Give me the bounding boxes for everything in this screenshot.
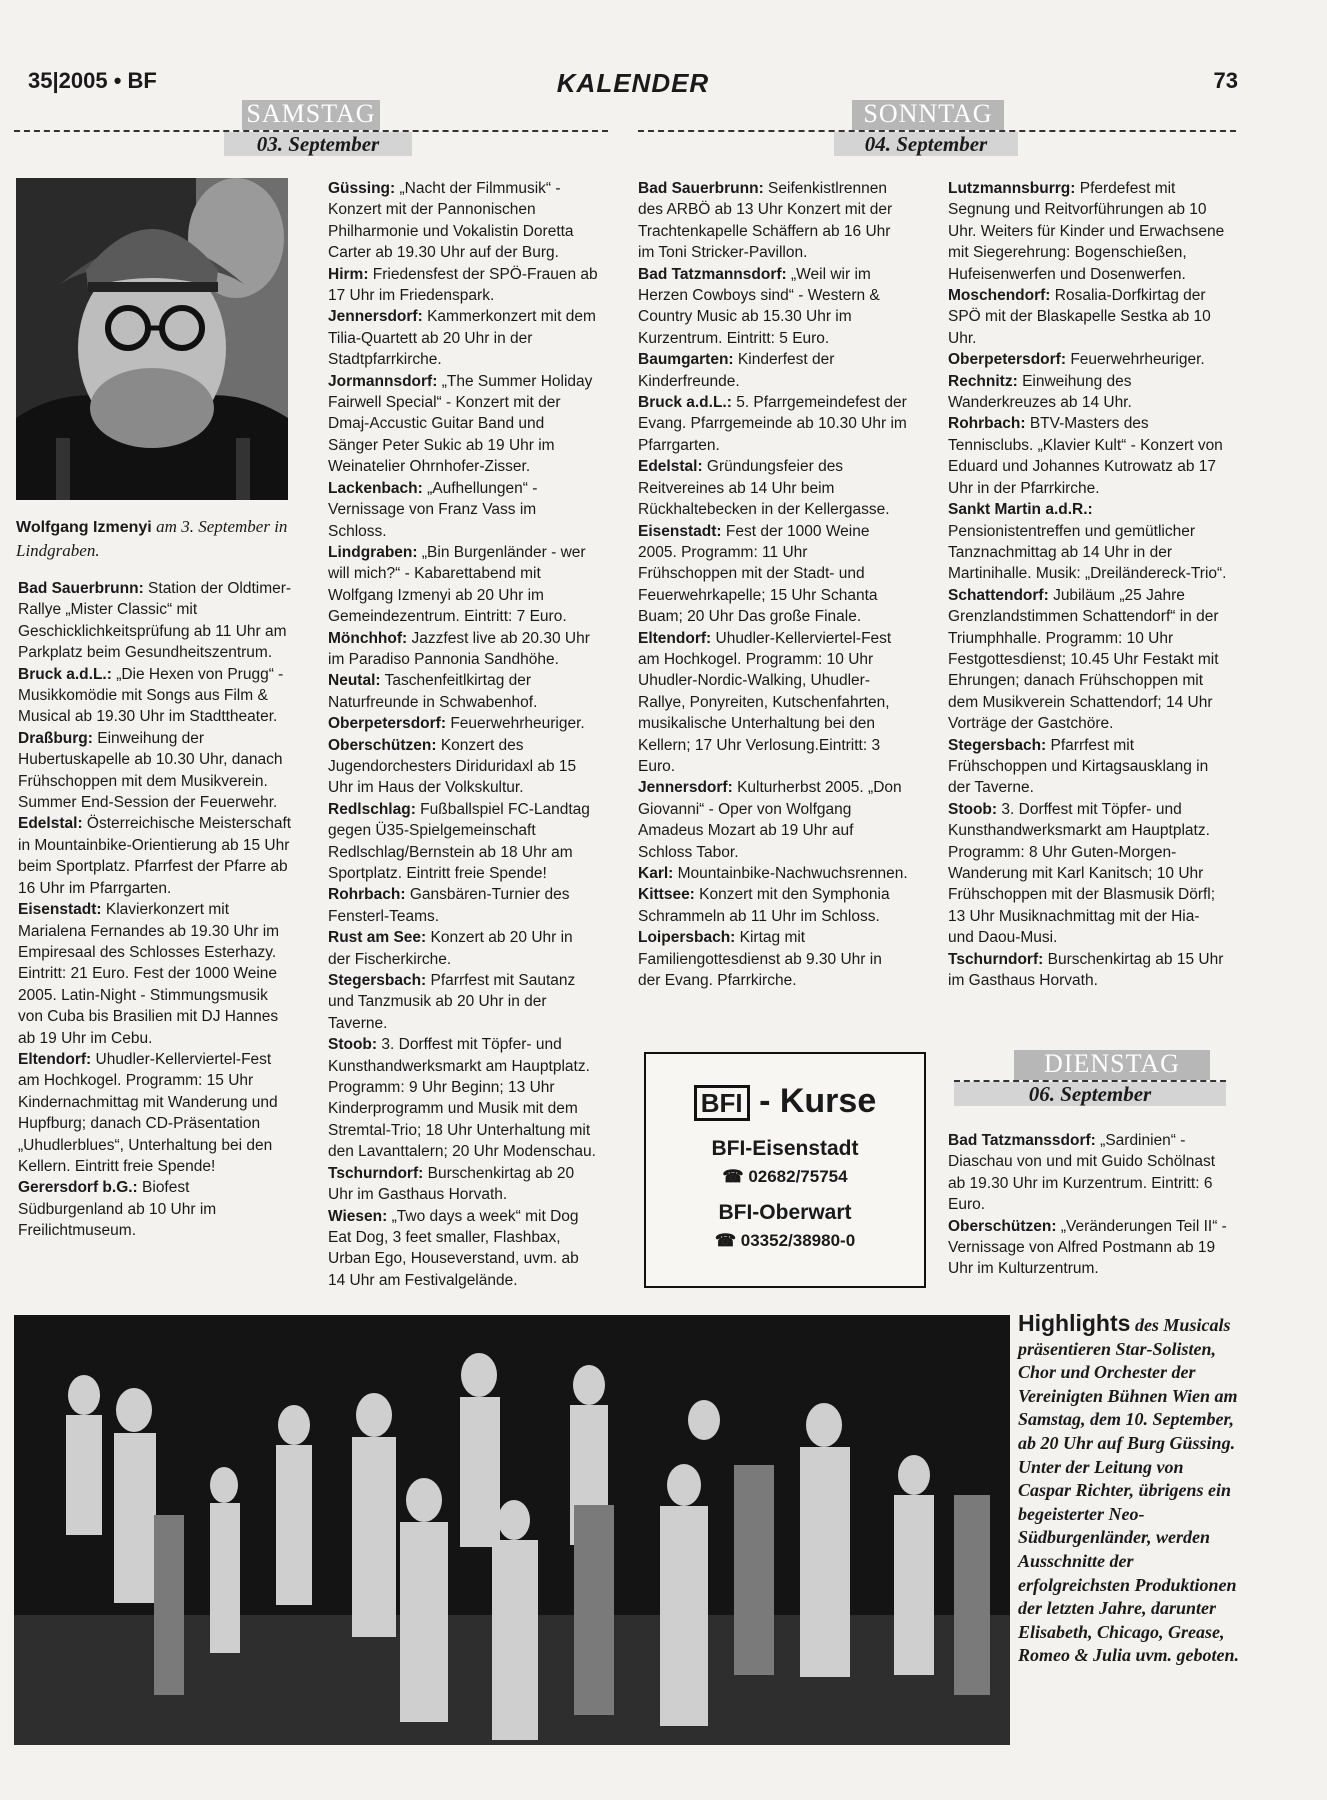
- event-text: 3. Dorffest mit Töpfer- und Kunsthandwerksmarkt am Hauptplatz. Programm: 8 Uhr Guten-Morgen-Wanderung mit Karl Kanitsch; 10 Uhr Frühschoppen mit der Blasmusik Dörfl; 13 Uhr Musiknachmittag mit der Hia- und Daou-Musi.: [948, 800, 1216, 947]
- event-place: Edelstal:: [638, 458, 703, 476]
- event-entry: [948, 585, 1228, 735]
- event-place: Lackenbach:: [328, 479, 423, 497]
- event-text: „Aufhellungen“ - Vernissage von Franz Vass im Schloss.: [328, 479, 538, 540]
- event-place: Bad Sauerbrunn:: [638, 180, 764, 197]
- event-entry: [638, 863, 908, 884]
- highlight-heading: Highlights: [1018, 1310, 1131, 1336]
- event-entry: [638, 521, 908, 628]
- event-place: Stegersbach:: [948, 736, 1047, 754]
- event-entry: [638, 927, 908, 991]
- bfi-logo: BFI: [694, 1085, 750, 1121]
- event-text: Konzert ab 20 Uhr in der Fischerkirche.: [328, 929, 573, 968]
- event-place: Jennersdorf:: [638, 779, 733, 797]
- event-text: „Veränderungen Teil II“ - Vernissage von Alfred Postmann ab 19 Uhr im Kulturzentrum.: [948, 1217, 1227, 1278]
- tuesday-header: [954, 1050, 1226, 1108]
- day-name: SAMSTAG: [246, 99, 376, 128]
- brand: BF: [127, 68, 157, 93]
- event-text: Kulturherbst 2005. „Don Giovanni“ - Oper von Wolfgang Amadeus Mozart ab 19 Uhr auf Schloss Tabor.: [638, 779, 902, 861]
- event-text: Einweihung des Wanderkreuzes ab 14 Uhr.: [948, 372, 1132, 412]
- ad-phone-2: ☎ 03352/38980-0: [714, 1231, 856, 1251]
- event-text: Pferdefest mit Segnung und Reitvorführungen ab 10 Uhr. Weiters für Kinder und Erwachsene mit Siegerehrung: Bogenschießen, Hufeisenwerfen und Dosenwerfen.: [948, 180, 1225, 283]
- event-text: BTV-Masters des Tennisclubs. „Klavier Kult“ - Konzert von Eduard und Johannes Kutrowatz ab 17 Uhr in der Pfarrkirche.: [948, 415, 1223, 497]
- event-place: Draßburg:: [18, 729, 93, 747]
- event-place: Bad Sauerbrunn:: [18, 580, 144, 597]
- event-place: Stoob:: [328, 1036, 378, 1054]
- event-text: „Die Hexen von Prugg“ - Musikkomödie mit Songs aus Film & Musical ab 19.30 Uhr im Stadttheater.: [18, 665, 284, 726]
- event-place: Baumgarten:: [638, 351, 734, 369]
- event-entry: [328, 628, 598, 671]
- event-entry: [328, 178, 598, 264]
- event-text: 3. Dorffest mit Töpfer- und Kunsthandwerksmarkt am Hauptplatz. Programm: 9 Uhr Beginn; 13 Uhr Kinderprogramm und Musik mit dem Stremtal-Trio; 18 Uhr Unterhaltung mit den Lavanttalern; 20 Uhr Modenschau.: [328, 1036, 596, 1161]
- day-date: 06. September: [1028, 1082, 1152, 1106]
- column-saturday-2: [328, 178, 598, 1291]
- event-place: Oberpetersdorf:: [328, 715, 446, 733]
- event-entry: [328, 735, 598, 799]
- event-text: 5. Pfarrgemeindefest der Evang. Pfarrgemeinde ab 10.30 Uhr im Pfarrgarten.: [638, 394, 907, 454]
- event-entry: [638, 456, 908, 520]
- highlight-text: [1018, 1312, 1240, 1668]
- event-entry: [638, 178, 908, 264]
- event-place: Stoob:: [948, 800, 998, 818]
- ad-title: - Kurse: [759, 1082, 877, 1120]
- event-place: Eltendorf:: [18, 1050, 92, 1068]
- event-text: Klavierkonzert mit Marialena Fernandes ab 19.30 Uhr im Empiresaal des Schlosses Esterhazy. Eintritt: 21 Euro. Fest der 1000 Weine 2005. Latin-Night - Stimmungsmusik von Cuba bis Brasilien mit DJ Hannes ab 19 Uhr im Cebu.: [18, 901, 280, 1047]
- event-entry: [638, 349, 908, 392]
- event-entry: [328, 799, 598, 885]
- event-entry: [948, 1216, 1228, 1280]
- event-entry: [18, 728, 296, 814]
- event-place: Bad Tatzmannsdorf:: [638, 265, 787, 283]
- bullet: •: [113, 68, 122, 93]
- day-date: 04. September: [864, 132, 988, 156]
- event-place: Eisenstadt:: [638, 522, 722, 540]
- event-place: Hirm:: [328, 265, 369, 283]
- event-place: Edelstal:: [18, 815, 83, 833]
- event-entry: [18, 1177, 296, 1241]
- event-entry: [948, 285, 1228, 349]
- portrait-photo: [16, 178, 288, 500]
- highlight-body: des Musicals präsentieren Star-Solisten, Chor und Orchester der Vereinigten Bühnen Wien am Samstag, dem 10. September, ab 20 Uhr auf Burg Güssing. Unter der Leitung von Caspar Richter, übrigens ein begeisterter Neo-Südburgenländer, werden Ausschnitte der erfolgreichsten Produktionen der letzten Jahre, darunter Elisabeth, Chicago, Grease, Romeo & Julia uvm. geboten.: [1018, 1315, 1240, 1666]
- event-text: Burschenkirtag ab 15 Uhr im Gasthaus Horvath.: [948, 950, 1224, 990]
- event-entry: [948, 349, 1228, 370]
- event-text: Taschenfeitlkirtag der Naturfreunde in Schwabenhof.: [328, 672, 538, 711]
- event-place: Karl:: [638, 865, 674, 882]
- event-place: Jennersdorf:: [328, 308, 423, 326]
- event-place: Tschurndorf:: [328, 1164, 424, 1182]
- event-text: Österreichische Meisterschaft in Mountainbike-Orientierung ab 15 Uhr beim Sportplatz. Pfarrfest der Pfarre ab 16 Uhr im Pfarrgarten.: [18, 815, 292, 897]
- event-text: Gründungsfeier des Reitvereines ab 14 Uhr beim Rückhaltebecken in der Kellergasse.: [638, 458, 890, 519]
- event-entry: [328, 970, 598, 1034]
- event-place: Rohrbach:: [328, 886, 406, 904]
- sunday-header: [638, 100, 1236, 158]
- event-text: Station der Oldtimer-Rallye „Mister Classic“ mit Geschicklichkeitsprüfung ab 11 Uhr am Parkplatz beim Gesundheitszentrum.: [18, 580, 292, 662]
- ad-phone-1: ☎ 02682/75754: [722, 1167, 848, 1187]
- event-entry: [328, 713, 598, 734]
- event-place: Schattendorf:: [948, 586, 1049, 604]
- page-header: [28, 68, 1238, 98]
- day-date: 03. September: [256, 132, 380, 156]
- column-sunday-1: [638, 178, 908, 991]
- event-text: Fußballspiel FC-Landtag gegen Ü35-Spielgemeinschaft Redlschlag/Bernstein ab 18 Uhr am Sportplatz. Eintritt freie Spende!: [328, 800, 590, 882]
- event-entry: [948, 178, 1228, 285]
- event-entry: [948, 413, 1228, 499]
- event-text: Kinderfest der Kinderfreunde.: [638, 351, 835, 390]
- event-text: „Bin Burgenländer - wer will mich?“ - Kabarettabend mit Wolfgang Izmenyi ab 20 Uhr im Gemeindezentrum. Eintritt: 7 Euro.: [328, 543, 586, 626]
- event-text: Einweihung der Hubertuskapelle ab 10.30 Uhr, danach Frühschoppen mit dem Musikverein. Summer End-Session der Feuerwehr.: [18, 729, 283, 812]
- event-entry: [328, 927, 598, 970]
- page-number: 73: [1213, 68, 1238, 93]
- bfi-courses-ad: [644, 1052, 926, 1288]
- event-text: Pfarrfest mit Frühschoppen und Kirtagsausklang in der Taverne.: [948, 736, 1209, 797]
- event-entry: [18, 664, 296, 728]
- event-place: Rohrbach:: [948, 415, 1026, 433]
- event-place: Oberschützen:: [948, 1217, 1057, 1235]
- event-place: Bad Tatzmanssdorf:: [948, 1132, 1096, 1149]
- musical-illustration: [14, 1315, 1010, 1745]
- phone-icon: ☎: [722, 1167, 744, 1187]
- event-place: Güssing:: [328, 180, 396, 197]
- event-text: Kammerkonzert mit dem Tilia-Quartett ab 20 Uhr in der Stadtpfarrkirche.: [328, 308, 596, 369]
- event-text: Seifenkistlrennen des ARBÖ ab 13 Uhr Konzert mit der Trachtenkapelle Schäffern ab 16 Uhr im Toni Stricker-Pavillon.: [638, 180, 893, 262]
- event-entry: [638, 392, 908, 456]
- column-sunday-2: [948, 178, 1228, 991]
- event-entry: [18, 578, 296, 664]
- event-entry: [638, 884, 908, 927]
- event-place: Stegersbach:: [328, 972, 427, 990]
- event-place: Loipersbach:: [638, 929, 736, 947]
- event-place: Oberpetersdorf:: [948, 351, 1066, 369]
- event-text: Rosalia-Dorfkirtag der SPÖ mit der Blaskapelle Sestka ab 10 Uhr.: [948, 287, 1211, 347]
- column-tuesday: [948, 1130, 1228, 1280]
- event-entry: [948, 735, 1228, 799]
- event-text: Konzert mit den Symphonia Schrammeln ab 11 Uhr im Schloss.: [638, 886, 890, 925]
- event-entry: [948, 499, 1228, 585]
- event-entry: [948, 371, 1228, 414]
- event-place: Jormannsdorf:: [328, 372, 438, 390]
- event-entry: [328, 306, 598, 370]
- event-place: Kittsee:: [638, 886, 695, 904]
- event-text: Pfarrfest mit Sautanz und Tanzmusik ab 20 Uhr in der Taverne.: [328, 972, 576, 1032]
- event-place: Lindgraben:: [328, 543, 418, 561]
- event-text: Uhudler-Kellerviertel-Fest am Hochkogel. Programm: 10 Uhr Uhudler-Nordic-Walking, Uhudler-Rallye, Ponyreiten, Kutschenfahrten, musikalische Unterhaltung bei den Kellern; 17 Uhr Verlosung.Eintritt: 3 Euro.: [638, 629, 892, 775]
- musical-photo: [14, 1315, 1010, 1745]
- event-entry: [638, 264, 908, 350]
- event-place: Sankt Martin a.d.R.:: [948, 501, 1093, 519]
- event-entry: [328, 1206, 598, 1292]
- event-place: Lutzmannsburrg:: [948, 180, 1076, 197]
- event-text: Pensionistentreffen und gemütlicher Tanznachmittag ab 14 Uhr in der Martinihalle. Musik: „Dreiländereck-Trio“.: [948, 522, 1227, 583]
- event-text: Konzert des Jugendorchesters Diriduridaxl ab 15 Uhr im Haus der Volkskultur.: [328, 736, 577, 797]
- event-entry: [638, 777, 908, 863]
- caption-name: Wolfgang Izmenyi: [16, 519, 152, 536]
- event-entry: [328, 884, 598, 927]
- ad-location-1: BFI-Eisenstadt: [711, 1137, 859, 1161]
- event-place: Eltendorf:: [638, 629, 712, 647]
- event-text: Friedensfest der SPÖ-Frauen ab 17 Uhr im Friedenspark.: [328, 265, 598, 305]
- event-place: Rechnitz:: [948, 372, 1018, 390]
- event-entry: [328, 371, 598, 478]
- event-entry: [328, 264, 598, 307]
- event-text: „The Summer Holiday Fairwell Special“ - Konzert mit der Dmaj-Accustic Guitar Band und Sänger Peter Sukic ab 19 Uhr im Weinatelier Ohrnhofer-Zisser.: [328, 372, 593, 476]
- ad-headline: [646, 1082, 924, 1121]
- event-entry: [948, 949, 1228, 992]
- event-entry: [638, 628, 908, 778]
- event-text: Gansbären-Turnier des Fensterl-Teams.: [328, 886, 570, 925]
- event-text: „Two days a week“ mit Dog Eat Dog, 3 feet smaller, Flashbax, Urban Ego, Houseverstand, uvm. ab 14 Uhr am Festivalgelände.: [328, 1207, 579, 1289]
- event-place: Moschendorf:: [948, 287, 1051, 305]
- event-place: Eisenstadt:: [18, 901, 102, 919]
- event-entry: [948, 799, 1228, 949]
- section-title: KALENDER: [556, 68, 710, 98]
- ad-location-2: BFI-Oberwart: [718, 1201, 852, 1225]
- event-entry: [18, 813, 296, 899]
- event-place: Gerersdorf b.G.:: [18, 1179, 138, 1197]
- event-text: Jubiläum „25 Jahre Grenzlandstimmen Schattendorf“ in der Triumphhalle. Programm: 10 Uhr Festgottesdienst; 10.45 Uhr Festakt mit Ehrungen; danach Frühschoppen mit dem Musikverein Schattendorf; 14 Uhr Vorträge der Gastchöre.: [948, 586, 1219, 733]
- event-text: Biofest Südburgenland ab 10 Uhr im Freilichtmuseum.: [18, 1179, 217, 1240]
- portrait-illustration: [16, 178, 288, 500]
- event-entry: [18, 899, 296, 1049]
- event-entry: [328, 670, 598, 713]
- caption-text: am 3. September in Lindgraben.: [16, 517, 288, 560]
- event-entry: [18, 1049, 296, 1177]
- photo-caption: [16, 515, 296, 563]
- event-place: Wiesen:: [328, 1207, 388, 1225]
- event-place: Redlschlag:: [328, 800, 416, 818]
- event-entry: [328, 1034, 598, 1162]
- event-text: „Sardinien“ - Diaschau von und mit Guido Schölnast ab 19.30 Uhr im Kurzentrum. Eintritt: 6 Euro.: [948, 1132, 1216, 1214]
- event-entry: [328, 1163, 598, 1206]
- day-name: SONNTAG: [863, 99, 993, 128]
- event-entry: [328, 478, 598, 542]
- event-place: Rust am See:: [328, 929, 427, 947]
- event-place: Bruck a.d.L.:: [18, 665, 112, 683]
- issue-number: 35|2005: [28, 68, 108, 93]
- event-text: Burschenkirtag ab 20 Uhr im Gasthaus Horvath.: [328, 1164, 575, 1204]
- event-place: Tschurndorf:: [948, 950, 1044, 968]
- event-entry: [948, 1130, 1228, 1216]
- event-place: Neutal:: [328, 672, 381, 690]
- event-entry: [328, 542, 598, 628]
- event-text: Feuerwehrheuriger.: [1070, 351, 1205, 369]
- event-text: Feuerwehrheuriger.: [450, 715, 585, 733]
- event-place: Oberschützen:: [328, 736, 437, 754]
- event-text: Fest der 1000 Weine 2005. Programm: 11 Uhr Frühschoppen mit der Stadt- und Feuerwehrkapelle; 15 Uhr Schanta Buam; 20 Uhr Das große Finale.: [638, 522, 878, 626]
- event-place: Bruck a.d.L.:: [638, 394, 732, 412]
- day-name: DIENSTAG: [1044, 1049, 1180, 1078]
- event-text: Jazzfest live ab 20.30 Uhr im Paradiso Pannonia Sandhöhe.: [328, 629, 590, 668]
- event-text: Kirtag mit Familiengottesdienst ab 9.30 Uhr in der Evang. Pfarrkirche.: [638, 929, 882, 990]
- phone-icon: ☎: [714, 1231, 737, 1251]
- event-text: Mountainbike-Nachwuchsrennen.: [677, 865, 908, 882]
- event-text: „Weil wir im Herzen Cowboys sind“ - Western & Country Music ab 15.30 Uhr im Kurzentrum. Eintritt: 5 Euro.: [638, 265, 880, 347]
- event-text: Uhudler-Kellerviertel-Fest am Hochkogel. Programm: 15 Uhr Kindernachmittag mit Wanderung und Hupfburg; danach CD-Präsentation „Uhudlerblues“, Unterhaltung bei den Kellern. Eintritt freie Spende!: [18, 1050, 278, 1175]
- column-saturday-1: [18, 578, 296, 1242]
- event-text: „Nacht der Filmmusik“ - Konzert mit der Pannonischen Philharmonie und Vokalistin Doretta Carter ab 19.30 Uhr auf der Burg.: [328, 180, 574, 262]
- event-place: Mönchhof:: [328, 629, 408, 647]
- saturday-header: [14, 100, 608, 158]
